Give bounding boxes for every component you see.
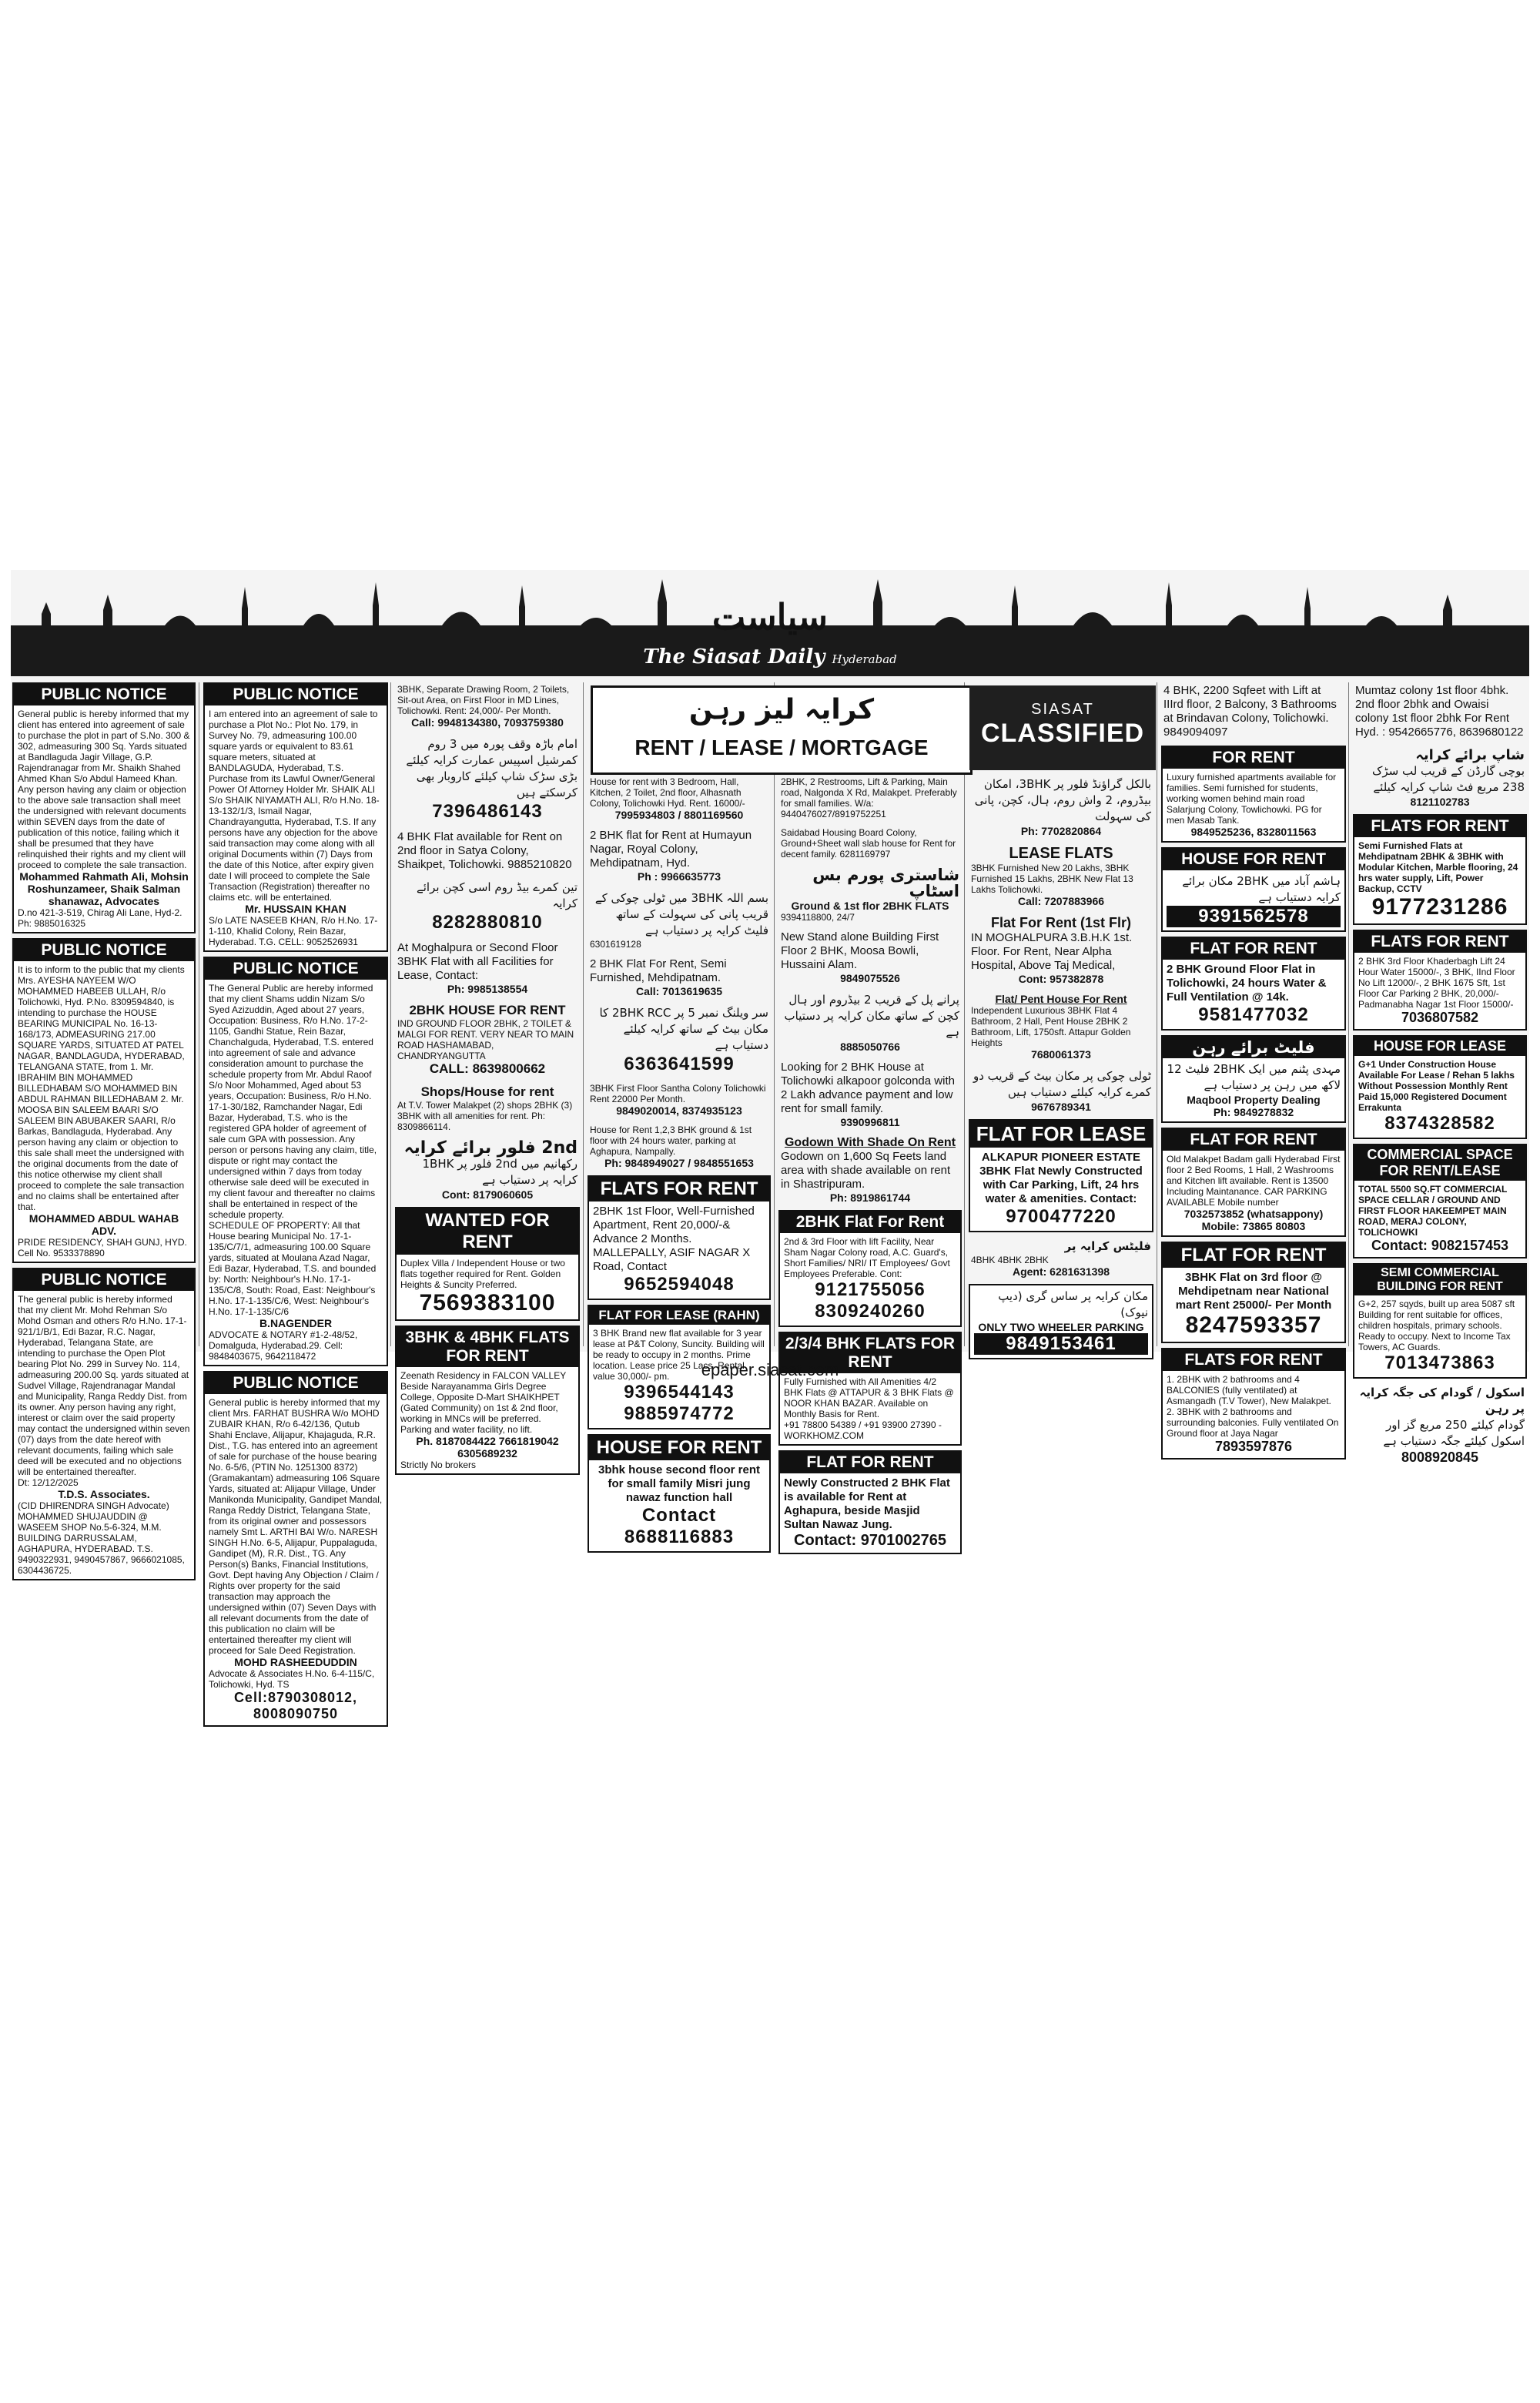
header-english: RENT / LEASE / MORTGAGE	[634, 736, 929, 759]
ad-body: 3BHK First Floor Santha Colony Tolichowki Rent 22000 Per Month.	[590, 1083, 766, 1104]
ad-body: 4 BHK, 2200 Sqfeet with Lift at IIIrd floor, 2 Balcony, 3 Bathrooms at Brindavan Colony, Tolichowki. 9849094097	[1163, 684, 1337, 739]
classified-ad	[969, 1284, 1153, 1359]
ad-urdu-body: ہاشم آباد میں 2BHK مکان برائے کرایہ دستیاب ہے	[1182, 874, 1341, 904]
ad-urdu-title: 2nd فلور برائے کرایہ	[403, 1138, 578, 1158]
public-notice-ad	[203, 1371, 388, 1727]
commercial-ad	[1353, 1144, 1527, 1258]
column-divider	[1348, 682, 1349, 1346]
column-7	[1161, 682, 1346, 1454]
ad-body: Looking for 2 BHK House at Tolichowki alkapoor golconda with 2 Lakh advance payment and low rent for small family.	[781, 1061, 955, 1115]
ad-title: FLAT FOR RENT	[780, 1452, 960, 1473]
ad-body: At Moghalpura or Second Floor 3BHK Flat with all Facilities for Lease, Contact:	[397, 941, 558, 982]
classified-ad	[778, 826, 962, 861]
footer-url[interactable]: epaper.siasat.com	[701, 1360, 839, 1379]
classified-ad	[969, 1237, 1153, 1279]
classified-ad	[588, 956, 771, 999]
banner-siasat: SIASAT	[1031, 701, 1094, 718]
ad-phone: 6363641599	[624, 1054, 735, 1074]
ad-body: Godown on 1,600 Sq Feets land area with shade available on rent in Shastripuram.	[781, 1150, 951, 1191]
ad-body: General public is hereby informed that my client has entered into agreement of sale to purchase the plot in part of S.No. 300 & 302, admeasuring 300 Sq. Yards situated at Bandlaguda Jagir Village, G.P. Rajendranagar from Mr. Shaikh Shahed Ahmed Khan S/o Abdul Hameed Khan. Any person having any claim or objection to the above sale transaction shall meet the undersigned with relevant documents within SEVEN days from the date of publication of this notice, failing which it shall be presumed that they have relinquished their rights and my client will proceed to complete the sale transaction.	[18, 709, 190, 870]
ad-phone: 9581477032	[1198, 1004, 1309, 1025]
ad-title: FOR RENT	[1163, 747, 1344, 769]
classified-ad	[395, 878, 580, 935]
flats-ad	[1353, 814, 1527, 925]
ad-title: Shops/House for rent	[420, 1084, 554, 1099]
column-5	[778, 775, 962, 1549]
ad-title: 2/3/4 BHK FLATS FOR RENT	[780, 1333, 960, 1373]
siasat-classified-banner	[969, 685, 1156, 770]
ad-phone: 9849075526	[840, 972, 900, 984]
ad-phone: Agent: 6281631398	[1012, 1265, 1110, 1278]
ad-phone: 9700477220	[1006, 1206, 1116, 1227]
ad-signature: T.D.S. Associates.	[58, 1488, 150, 1500]
public-notice-ad	[12, 938, 196, 1263]
classified-ad	[588, 827, 771, 884]
column-divider	[774, 682, 775, 1346]
ad-note: Strictly No brokers	[400, 1460, 477, 1470]
ad-body: 2BHK 1st Floor, Well-Furnished Apartment, Rent 20,000/-& Advance 2 Months. MALLEPALLY, ASIF NAGAR X Road, Contact	[593, 1205, 755, 1273]
ad-body: House for Rent 1,2,3 BHK ground & 1st floor with 24 hours water, parking at Aghapura, Nampally.	[590, 1124, 752, 1157]
public-notice-ad	[203, 957, 388, 1366]
classified-ad	[588, 775, 771, 823]
ad-phone: 9394118800, 24/7	[781, 912, 855, 923]
ad-phone: 9849153461	[974, 1333, 1148, 1355]
ad-schedule: SCHEDULE OF PROPERTY: All that House bearing Municipal No. 17-1-135/C/7/1, admeasuring 100.00 Square yards, situated at Moulana Azad Nagar, Edi Bazar, Hyderabad, T.S. and bounded by: North: Neighbour's H.No. 17-1-135/C/8, South: Road, East: Neighbour's H.No. 17-1-135/C/6, West: Neighbour's H.No. 17-1-135/C/6	[209, 1220, 377, 1317]
flats-ad	[1353, 930, 1527, 1031]
classified-ad	[778, 1134, 962, 1205]
column-3	[395, 682, 580, 1470]
ad-body: Mumtaz colony 1st floor 4bhk. 2nd floor 2bhk and Owaisi colony 1st floor 2bhk For Rent Hyd. : 9542665776, 8639680122	[1355, 684, 1524, 739]
ad-title: FLAT FOR LEASE (RAHN)	[589, 1306, 769, 1325]
ad-signature: MOHD RASHEEDUDDIN	[234, 1656, 357, 1668]
ad-urdu-body: امام باڑہ وقف پورہ میں 3 روم کمرشیل اسپیس عمارت کرایہ کیلئے بڑی سڑک شاپ کیلئے کاروبار بھی کرسکتے ہیں	[406, 737, 578, 799]
ad-urdu-title: مکان کرایہ پر ساس گری (دیپ نیوک)	[998, 1289, 1148, 1319]
ad-body: 1. 2BHK with 2 bathrooms and 4 BALCONIES (fully ventilated) at Asmangadh (T.V Tower), New Malakpet. 2. 3BHK with 2 bathrooms and surrounding balconies. Fully ventilated On Ground floor at Jaya Nagar	[1167, 1374, 1339, 1439]
ad-title: COMMERCIAL SPACE FOR RENT/LEASE	[1354, 1145, 1525, 1181]
ad-signature: B.NAGENDER	[259, 1317, 333, 1329]
ad-body: 2BHK, 2 Restrooms, Lift & Parking, Main road, Nalgonda X Rd, Malakpet. Preferably for small families. W/a: 9440476027/8919752251	[781, 776, 957, 819]
classified-ad	[1161, 682, 1346, 741]
ad-body: Ground & 1st flor 2BHK FLATS	[791, 900, 949, 912]
ad-body: TOTAL 5500 SQ.FT COMMERCIAL SPACE CELLAR / GROUND AND FIRST FLOOR HAKEEMPET MAIN ROAD, MERAJ COLONY, TOLICHOWKI	[1358, 1184, 1508, 1238]
ad-urdu-title: شاپ برائے کرایہ	[1415, 747, 1525, 763]
classified-ad	[778, 1059, 962, 1130]
ad-body: 3 BHK Brand new flat available for 3 year lease at P&T Colony, Suncity. Building will be ready to occupy in 2 months. Prime location. Lease price 25 Lacs. Rental value 30,000/- pm.	[593, 1328, 765, 1382]
ad-phone: 9177231286	[1371, 894, 1508, 920]
ad-phone: 9849020014, 8374935123	[616, 1104, 742, 1117]
lease-ad	[969, 1119, 1153, 1232]
classified-ad	[1353, 1383, 1527, 1467]
ad-body: Old Malakpet Badam galli Hyderabad First floor 2 Bed Rooms, 1 Hall, 2 Washrooms and Kitchen lift available. Rent is 13500 Including Maintanance. CAR PARKING AVAILABLE Mobile number	[1167, 1154, 1341, 1208]
classified-ad	[395, 682, 580, 730]
ad-phone: 8885050766	[840, 1041, 900, 1053]
public-notice-ad	[203, 682, 388, 952]
ad-title: HOUSE FOR LEASE	[1354, 1037, 1525, 1056]
classified-ad	[1353, 746, 1527, 809]
ad-body: Independent Luxurious 3BHK Flat 4 Bathroom, 2 Hall, Pent House 2BHK 2 Bathroom, Lift, 1750sft. Attapur Golden Heights	[971, 1005, 1131, 1048]
flat-ad	[778, 1450, 962, 1554]
ad-body: 3bhk house second floor rent for small family Misri jung nawaz function hall	[598, 1463, 761, 1504]
column-divider	[583, 682, 584, 1346]
ad-phone: 9390996811	[840, 1116, 900, 1128]
ad-phone: Ph: 7702820864	[1020, 825, 1102, 837]
ad-address: ADVOCATE & NOTARY #1-2-48/52, Domalguda, Hyderabad.29. Cell: 9848403675, 9642118472	[209, 1329, 358, 1362]
ad-urdu-body: ٹولی چوکی پر مکان بیٹ کے قریب دو کمرے کرایہ کیلئے دستیاب ہیں	[973, 1069, 1151, 1099]
house-ad	[1161, 847, 1346, 932]
classified-ad	[588, 1004, 771, 1077]
ad-note: ONLY TWO WHEELER PARKING	[978, 1321, 1144, 1333]
ad-title: HOUSE FOR RENT	[589, 1436, 769, 1460]
ad-phone: 9391562578	[1167, 906, 1341, 927]
column-1	[12, 682, 196, 1576]
ad-title: Godown With Shade On Rent	[784, 1136, 956, 1149]
ad-phone: 7995934803 / 8801169560	[614, 809, 744, 821]
ad-signature: Maqbool Property Dealing	[1187, 1094, 1321, 1106]
ad-body: Zeenath Residency in FALCON VALLEY Beside Narayanamma Girls Degree College, Opposite D-Mart SHAIKHPET (Gated Community) on 1st & 2nd floor, working in MNCs will be preferred. Parking and water facility, no lift.	[400, 1370, 567, 1435]
ad-urdu-title: فلیٹس کرایہ پر	[1064, 1239, 1151, 1253]
ad-phone: 7036807582	[1401, 1010, 1479, 1025]
ad-phone: 9121755056 8309240260	[815, 1279, 926, 1322]
masthead-urdu-title: سیاست	[711, 596, 829, 638]
ad-date: Dt: 12/12/2025	[18, 1477, 79, 1488]
ad-phone: Cont: 957382878	[1018, 973, 1104, 985]
ad-urdu-title: شاستری پورم بس اسٹاپ	[812, 866, 959, 900]
classified-ad	[778, 929, 962, 986]
header-urdu: کرایہ لیز رہن	[688, 694, 875, 726]
classified-ad	[1353, 682, 1527, 741]
ad-phone: +91 78800 54389 / +91 93900 27390 - WORKHOMZ.COM	[784, 1419, 942, 1441]
ad-phone: 7032573852 (whatsappony) Mobile: 73865 80803	[1183, 1208, 1324, 1232]
flats-ad	[395, 1326, 580, 1475]
classified-ad	[778, 990, 962, 1054]
classified-ad	[395, 735, 580, 824]
ad-body: 3BHK Furnished New 20 Lakhs, 3BHK Furnished 15 Lakhs, 2BHK New Flat 13 Lakhs Tolichowki.	[971, 863, 1133, 895]
ad-body: ALKAPUR PIONEER ESTATE 3BHK Flat Newly Constructed with Car Parking, Lift, 24 hrs water & amenities. Contact:	[979, 1151, 1143, 1205]
ad-title: PUBLIC NOTICE	[14, 940, 194, 961]
public-notice-ad	[12, 682, 196, 933]
ad-body: 2 BHK Ground Floor Flat in Tolichowki, 24 hours Water & Full Ventilation @ 14k.	[1167, 963, 1327, 1004]
ad-body: House for rent with 3 Bedroom, Hall, Kitchen, 2 Toilet, 2nd floor, Alhasnath Colony, Tolichowki Hyd. Rent. 16000/-	[590, 776, 745, 809]
classified-ad	[969, 913, 1153, 987]
ad-body: General public is hereby informed that my client Mrs. FARHAT BUSHRA W/o MOHD ZUBAIR KHAN, R/o 6-42/136, Qutub Shahi Enclave, Alijapur, Khajaguda, R.R. Dist., T.G. has entered into an agreement of sale for purchase of the house bearing No. 6-5/6, (PTIN No. 1251300 8372) (Gramakantam) admeasuring 106 Square Yards, situated at: Alijapur Village, Under Manikonda Municipality, Gandipet Mandal, Ranga Reddy District, Telangana State, from its original owner and possessors namely Smt L. ARTHI BAI W/o. NARESH SINGH H.No. 6-5, Alijapur, Puppalaguda, Gandipet (M), R.R. Dist., TG. Any Person(s) Banks, Financial Institutions, Govt. Dept having Any Objection / Claim / Rights over property for the said transaction may approach the undersigned within (07) Seven Days with all relevant documents from the date of this publication no claim will be entertained thereafter my client will proceed for Sale Deed Registration.	[209, 1397, 383, 1656]
column-divider	[964, 682, 965, 1346]
classified-ad	[395, 1138, 580, 1202]
masthead-edition: Hyderabad	[832, 652, 897, 666]
ad-urdu-body: بالکل گراؤنڈ فلور پر 3BHK، امکان بیڈروم، 2 واش روم، ہال، کچن، پانی کی سہولت	[974, 777, 1151, 823]
classified-ad	[588, 1123, 771, 1171]
ad-body: 2 BHK flat for Rent at Humayun Nagar, Royal Colony, Mehdipatnam, Hyd.	[590, 829, 752, 870]
ad-phone: Ph: 8919861744	[829, 1191, 911, 1204]
ad-body: 2 BHK Flat For Rent, Semi Furnished, Mehdipatnam.	[590, 957, 727, 984]
ad-title: FLAT FOR RENT	[1163, 1243, 1344, 1268]
ad-body: 3BHK, Separate Drawing Room, 2 Toilets, Sit-out Area, on First Floor in MD Lines, Tolichowki. Rent: 24,000/- Per Month.	[397, 684, 570, 716]
ad-phone: 9676789341	[1031, 1101, 1091, 1113]
ad-phone: 7680061373	[1031, 1048, 1091, 1061]
ad-address: D.no 421-3-519, Chirag Ali Lane, Hyd-2. Ph: 9885016325	[18, 907, 182, 929]
ad-phone: 8247593357	[1185, 1312, 1322, 1338]
ad-title: 2BHK Flat For Rent	[780, 1212, 960, 1233]
ad-body: I am entered into an agreement of sale to purchase a Plot No.: Plot No. 179, in Survey No. 79, admeasuring 100.00 square yards or equivalent to 83.61 square meters, situated at BANDLAGUDA, Hyderabad, T.S. Purchase from its Lawful Owner/General Power Of Attorney Holder Mr. SHAIK ALI S/o SHAIK NIYAMATH ALI, R/o H.No. 18-13-132/1/3, Ismail Nagar, Chandrayangutta, Hyderabad, T.S. If any persons have any objection for the above said transaction may come along with all original Documents within (7) Days from the date of this Notice, after expiry given date I will proceed to complete the Sale Transaction (Registration) thereafter no claims etc. will be entertained.	[209, 709, 380, 903]
ad-title: FLATS FOR RENT	[1354, 816, 1525, 837]
column-divider	[390, 682, 391, 1346]
ad-title: HOUSE FOR RENT	[1163, 849, 1344, 870]
ad-body: 2nd & 3rd Floor with lift Facility, Near Sham Nagar Colony road, A.C. Guard's, Short Families/ NRI/ IT Employees/ Govt Employees Preferable. Cont:	[784, 1236, 950, 1279]
ad-phone: 7893597876	[1214, 1439, 1293, 1454]
classified-ad	[969, 843, 1153, 909]
flat-ad	[1161, 937, 1346, 1031]
classified-ad	[395, 1083, 580, 1134]
ad-title: WANTED FOR RENT	[397, 1208, 578, 1255]
ad-phone: Cell:8790308012, 8008090750	[233, 1690, 358, 1721]
ad-urdu-body: بسم اللہ 3BHK میں ٹولی چوکی کے قریب پانی کی سہولت کے ساتھ فلیٹ کرایہ پر دستیاب ہے	[594, 891, 768, 937]
ad-body: G+1 Under Construction House Available For Lease / Rehan 5 lakhs Without Possession Monthly Rent Paid 15,000 Registered Document Errakunta	[1358, 1059, 1515, 1113]
classified-ad	[395, 940, 580, 997]
ad-phone: Ph: 9985138554	[447, 983, 528, 995]
ad-signature: Mohammed Rahmath Ali, Mohsin Roshunzameer, Shaik Salman shanawaz, Advocates	[19, 870, 189, 907]
ad-body: Fully Furnished with All Amenities 4/2 BHK Flats @ ATTAPUR & 3 BHK Flats @ NOOR KHAN BAZAR. Available on Monthly Basis for Rent.	[784, 1376, 954, 1419]
lease-ad	[1353, 1035, 1527, 1139]
ad-body: The General Public are hereby informed that my client Shams uddin Nizam S/o Syed Azizuddin, Aged about 27 years, Occupation: Business, R/o H.No. 17-2-1105, Gandhi Statue, Rein Bazar, Chanchalguda, Hyderabad, T.S. entered into agreement of sale and advance consideration amount to purchase the schedule property from Mr. Abdul Raoof S/o Noor Mohammed, Aged about 53 years, Occupation: Business, R/o H.No. 17-1-30/182, Ramchander Nagar, Edi Bazar, Hyderabad, T.S. who is the registered GPA holder of agreement of sale cum GPA with possession. Any person or persons having any claim, title, dispute or right may contact the undersigned within 7 days from today otherwise sale deed will be executed in my client favour and thereafter no claims shall be entertained in respect of the schedule property.	[209, 983, 377, 1220]
ad-title: Flat/ Pent House For Rent	[995, 993, 1127, 1005]
ad-body: It is to inform to the public that my clients Mrs. AYESHA NAYEEM W/O MOHAMMED HABEEB ULLAH, R/o Tolichowki, Hyd. P.No. 8309594840, is intending to purchase the HOUSE BEARING MUNICIPAL No. 16-13-168/173, ADMEASURING 217.00 SQUARE YARDS, SITUATED AT PATEL NAGAR, BANDLAGUDA, HYDERABAD, TELANGANA STATE, from 1. Mr. IBRAHIM BIN MOHAMMED BILLEDHABAM S/O MOHAMMED BIN ABDUL RAHMAN BILLEDHABAM 2. Mr. MOOSA BIN SALEEM BAARI S/O SALEEM BIN ABUBAKER SAARI, R/o Barkas, Bandlaguda, Hyderabad. Any person having any claim or objection to this sale shall meet the undersigned with the original documents from the date of this notice otherwise my client shall proceed to complete the sale transaction and no claims shall be entertained after that.	[18, 964, 185, 1212]
ad-body: IND GROUND FLOOR 2BHK, 2 TOILET & MALGI FOR RENT. VERY NEAR TO MAIN ROAD HASHAMABAD, CHANDRYANGUTTA	[397, 1018, 574, 1061]
ad-body: Duplex Villa / Independent House or two flats together required for Rent. Golden Heights & Suncity Preferred.	[400, 1258, 565, 1290]
ad-title: 3BHK & 4BHK FLATS FOR RENT	[397, 1327, 578, 1367]
ad-phone: 8282880810	[432, 912, 543, 933]
rent-lease-header	[591, 685, 973, 775]
ad-title: FLATS FOR RENT	[589, 1177, 769, 1202]
ad-phone: 9396544143 9885974772	[624, 1382, 735, 1424]
ad-phone: 8374328582	[1384, 1113, 1495, 1134]
ad-phone: CALL: 8639800662	[429, 1061, 546, 1076]
classified-ad	[969, 775, 1153, 839]
mortgage-ad	[1161, 1035, 1346, 1123]
ad-title: PUBLIC NOTICE	[14, 684, 194, 705]
classified-ad	[588, 1081, 771, 1118]
wanted-ad	[395, 1207, 580, 1321]
ad-title: FLATS FOR RENT	[1354, 931, 1525, 953]
column-8	[1353, 682, 1527, 1465]
ad-urdu-body: سر ویلنگ نمبر 5 پر 2BHK RCC کا مکان بیٹ کے ساتھ کرایہ کیلئے دستیاب ہے	[599, 1006, 768, 1052]
flats-ad	[778, 1332, 962, 1446]
ad-title: PUBLIC NOTICE	[205, 958, 387, 980]
ad-body: 4BHK 4BHK 2BHK	[971, 1255, 1049, 1265]
ad-body: 3BHK Flat on 3rd floor @ Mehdipetnam near National mart Rent 25000/- Per Month	[1175, 1271, 1332, 1312]
column-2	[203, 682, 388, 1721]
ad-urdu-body: پرانے پل کے قریب 2 بیڈروم اور ہال کچن کے ساتھ مکان کرایہ پر دستیاب ہے	[784, 993, 959, 1039]
ad-urdu-body: گودام کیلئے 250 مربع گز اور اسکول کیلئے جگہ دستیاب ہے	[1383, 1418, 1525, 1448]
ad-phone: 7569383100	[419, 1290, 556, 1315]
ad-phone: Contact 8688116883	[624, 1505, 735, 1547]
ad-body: Semi Furnished Flats at Mehdipatnam 2BHK & 3BHK with Modular Kitchen, Marble flooring, 24 hrs water supply, Lift, Power Backup, CCTV	[1358, 840, 1518, 894]
ad-title: LEASE FLATS	[1009, 845, 1113, 862]
ad-phone: Ph: 9848949027 / 9848551653	[604, 1157, 754, 1169]
ad-body: Luxury furnished apartments available for families. Semi furnished for students, working women behind main road Salarjung Colony, Towlichowki. PG for men Masab Tank.	[1167, 772, 1337, 826]
ad-body: Saidabad Housing Board Colony, Ground+Sheet wall slab house for Rent for decent family. 6281169797	[781, 827, 956, 860]
classified-ad	[778, 775, 962, 821]
ad-body: G+2, 257 sqyds, built up area 5087 sft Building for rent suitable for offices, children hospitals, primary schools. Ready to occupy. Next to Income Tax Towers, AC Guards.	[1358, 1299, 1515, 1352]
ad-phone: Contact: 9701002765	[794, 1532, 946, 1549]
ad-body: IN MOGHALPURA 3.B.H.K 1st. Floor. For Rent, Near Alpha Hospital, Above Taj Medical,	[971, 931, 1133, 972]
ad-signature: MOHAMMED ABDUL WAHAB ADV.	[28, 1212, 179, 1237]
ad-phone: Ph. 8187084422 7661819042 6305689232	[416, 1435, 559, 1460]
column-6	[969, 775, 1153, 1354]
ad-urdu-body: رکھانیم میں 2nd فلور پر 1BHK کرایہ پر دستیاب ہے	[422, 1157, 578, 1187]
ad-phone: Call: 9948134380, 7093759380	[411, 716, 564, 729]
flats-ad	[588, 1175, 771, 1300]
ad-title: FLAT FOR LEASE	[970, 1121, 1152, 1148]
ad-phone: 8008920845	[1401, 1450, 1479, 1465]
masthead-english-title	[616, 645, 924, 669]
ad-body: At T.V. Tower Malakpet (2) shops 2BHK (3) 3BHK with all amenities for rent. Ph: 8309866114.	[397, 1100, 573, 1132]
public-notice-ad	[12, 1268, 196, 1580]
ad-body: 2 BHK 3rd Floor Khaderbagh Lift 24 Hour Water 15000/-, 3 BHK, IInd Floor No Lift 12000/-, 2 BHK 1675 Sft, 1st Floor Car Parking 2 BHK, 20,000/- Padmanabha Nagar 1st Floor 15000/-	[1358, 956, 1515, 1010]
classified-ad	[778, 866, 962, 924]
ad-body: New Stand alone Building First Floor 2 BHK, Moosa Bowli, Hussaini Alam.	[781, 930, 939, 971]
ad-title: FLATS FOR RENT	[1163, 1349, 1344, 1371]
flat-ad	[778, 1210, 962, 1327]
ad-phone: 9849525236, 8328011563	[1190, 826, 1317, 838]
ad-title: فلیٹ برائے رہن	[1163, 1037, 1344, 1058]
ad-body: Newly Constructed 2 BHK Flat is available for Rent at Aghapura, beside Masjid Sultan Nawaz Jung.	[784, 1476, 950, 1531]
ad-body: The general public is hereby informed that my client Mr. Mohd Rehman S/o Mohd Osman and others R/o H.No. 17-1-921/1/B/1, Edi Bazar, R.C. Nagar, Hyderabad, Telangana State, are intending to purchase the Open Plot bearing Plot No. 299 in Survey No. 114, admeasuring 200.00 Sq. yards situated at Sudvel Village, Rajendranagar Mandal and Municipality, Ranga Reddy Dist. from its owner. Any person having any right, interest or claim over the said property may contact the undersigned within seven (07) days from the date hereof with relevant documents, failing which sale deed will be executed and no objections will be entertained thereafter.	[18, 1294, 190, 1477]
classified-ad	[969, 991, 1153, 1062]
classified-ad	[395, 1001, 580, 1078]
ad-urdu-body: تین کمرے بیڈ روم اسی کچن برائے کرایہ	[416, 880, 578, 910]
ad-phone: Cont: 8179060605	[441, 1188, 534, 1201]
ad-phone: 8121102783	[1410, 796, 1470, 808]
ad-address: PRIDE RESIDENCY, SHAH GUNJ, HYD. Cell No. 9533378890	[18, 1237, 187, 1258]
ad-phone: Call: 7013619635	[635, 985, 723, 997]
ad-phone: Contact: 9082157453	[1371, 1238, 1509, 1253]
ad-title: FLAT FOR RENT	[1163, 1129, 1344, 1151]
ad-urdu-body: بوچی گارڈن کے قریب لب سڑک 238 مربع فٹ شاپ کرایہ کیلئے	[1371, 764, 1525, 794]
ad-title: PUBLIC NOTICE	[14, 1269, 194, 1291]
rent-ad	[1161, 746, 1346, 843]
ad-phone: 6301619128	[590, 939, 641, 950]
flat-ad	[1161, 1128, 1346, 1237]
ad-phone: 7396486143	[432, 801, 543, 822]
ad-body: 4 BHK Flat available for Rent on 2nd floor in Satya Colony, Shaikpet, Tolichowki. 9885210820	[397, 830, 572, 871]
ad-urdu-title: اسکول / گودام کی جگہ کرایہ پر رہن	[1359, 1386, 1525, 1416]
classified-ad	[969, 1067, 1153, 1114]
ad-title: Flat For Rent (1st Flr)	[990, 915, 1131, 930]
ad-phone: 9652594048	[624, 1274, 735, 1295]
ad-address: Advocate & Associates H.No. 6-4-115/C, Tolichowki, Hyd. TS	[209, 1668, 375, 1690]
ad-phone: Ph : 9966635773	[637, 870, 721, 883]
ad-title: FLAT FOR RENT	[1163, 938, 1344, 960]
ad-urdu-body: مہدی پٹنم میں ایک 2BHK فلیٹ 12 لاکھ میں رہن پر دستیاب ہے	[1167, 1062, 1341, 1092]
ad-address: S/o LATE NASEEB KHAN, R/o H.No. 17-1-110, Khalid Colony, Rein Bazar, Hyderabad. T.G. CELL: 9052526931	[209, 915, 378, 947]
ad-phone: 7013473863	[1384, 1352, 1495, 1373]
ad-address: (CID DHIRENDRA SINGH Advocate) MOHAMMED SHUJAUDDIN @ WASEEM SHOP No.5-6-324, M.M. BUILDING DARRUSSALAM, AGHAPURA, HYDERABAD. T.S. 9490322931, 9490457867, 9666021085, 6304436725.	[18, 1500, 185, 1576]
classified-ad	[395, 829, 580, 873]
ad-title: PUBLIC NOTICE	[205, 684, 387, 705]
flat-ad	[1161, 1242, 1346, 1343]
ad-phone: Call: 7207883966	[1017, 895, 1105, 907]
ad-phone: Ph: 9849278832	[1213, 1106, 1294, 1118]
house-ad	[588, 1434, 771, 1553]
masthead-name: The Siasat Daily	[643, 645, 825, 669]
ad-title: SEMI COMMERCIAL BUILDING FOR RENT	[1354, 1265, 1525, 1295]
classified-ad	[588, 889, 771, 951]
ad-signature: Mr. HUSSAIN KHAN	[245, 903, 346, 915]
ad-title: 2BHK HOUSE FOR RENT	[409, 1003, 566, 1017]
ad-title: PUBLIC NOTICE	[205, 1372, 387, 1394]
banner-classified: CLASSIFIED	[980, 719, 1145, 748]
